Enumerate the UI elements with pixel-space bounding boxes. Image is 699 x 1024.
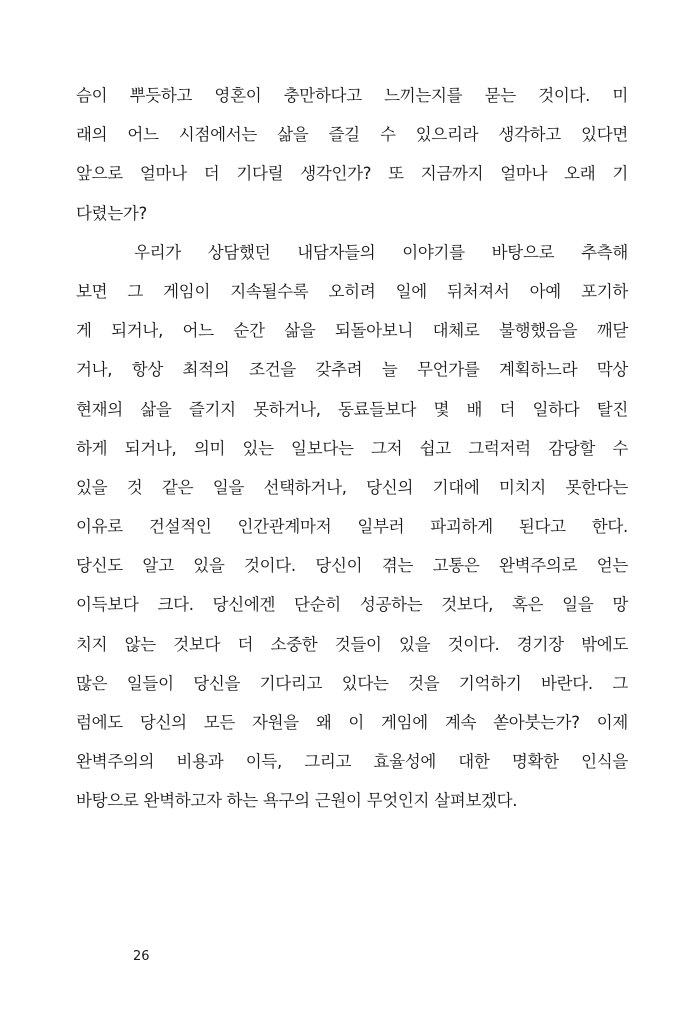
text-line: 있을 것 같은 일을 선택하거나, 당신의 기대에 미치지 못한다는 bbox=[76, 477, 628, 497]
text-line: 우리가 상담했던 내담자들의 이야기를 바탕으로 추측해 bbox=[134, 242, 628, 262]
text-line: 래의 어느 시점에서는 삶을 즐길 수 있으리라 생각하고 있다면 bbox=[76, 125, 628, 145]
text-line: 럼에도 당신의 모든 자원을 왜 이 게임에 계속 쏟아붓는가? 이제 bbox=[76, 713, 628, 732]
text-line: 바탕으로 완벽하고자 하는 욕구의 근원이 무엇인지 살펴보겠다. bbox=[76, 791, 518, 811]
text-line: 당신도 알고 있을 것이다. 당신이 겪는 고통은 완벽주의로 얻는 bbox=[76, 556, 628, 576]
text-line: 완벽주의의 비용과 이득, 그리고 효율성에 대한 명확한 인식을 bbox=[76, 752, 628, 772]
text-line: 현재의 삶을 즐기지 못하거나, 동료들보다 몇 배 더 일하다 탈진 bbox=[76, 399, 628, 419]
text-line: 게 되거나, 어느 순간 삶을 되돌아보니 대체로 불행했음을 깨닫 bbox=[76, 321, 628, 341]
text-line: 많은 일들이 당신을 기다리고 있다는 것을 기억하기 바란다. 그 bbox=[76, 673, 628, 693]
text-line: 이득보다 크다. 당신에겐 단순히 성공하는 것보다, 혹은 일을 망 bbox=[76, 595, 628, 615]
text-line: 슴이 뿌듯하고 영혼이 충만하다고 느끼는지를 묻는 것이다. 미 bbox=[76, 86, 628, 105]
body-text bbox=[76, 76, 628, 821]
text-line: 치지 않는 것보다 더 소중한 것들이 있을 것이다. 경기장 밖에도 bbox=[76, 634, 628, 654]
text-line: 보면 그 게임이 지속될수록 오히려 일에 뒤처져서 아예 포기하 bbox=[76, 281, 628, 301]
text-line: 앞으로 얼마나 더 기다릴 생각인가? 또 지금까지 얼마나 오래 기 bbox=[76, 164, 628, 184]
text-line: 다렸는가? bbox=[76, 203, 148, 223]
text-line: 하게 되거나, 의미 있는 일보다는 그저 쉽고 그럭저럭 감당할 수 bbox=[76, 438, 628, 458]
page-number: 26 bbox=[133, 949, 150, 964]
text-line: 거나, 항상 최적의 조건을 갖추려 늘 무언가를 계획하느라 막상 bbox=[76, 360, 628, 380]
paragraph-2 bbox=[76, 233, 628, 821]
text-line: 이유로 건설적인 인간관계마저 일부러 파괴하게 된다고 한다. bbox=[76, 517, 628, 537]
paragraph-1 bbox=[76, 76, 628, 233]
